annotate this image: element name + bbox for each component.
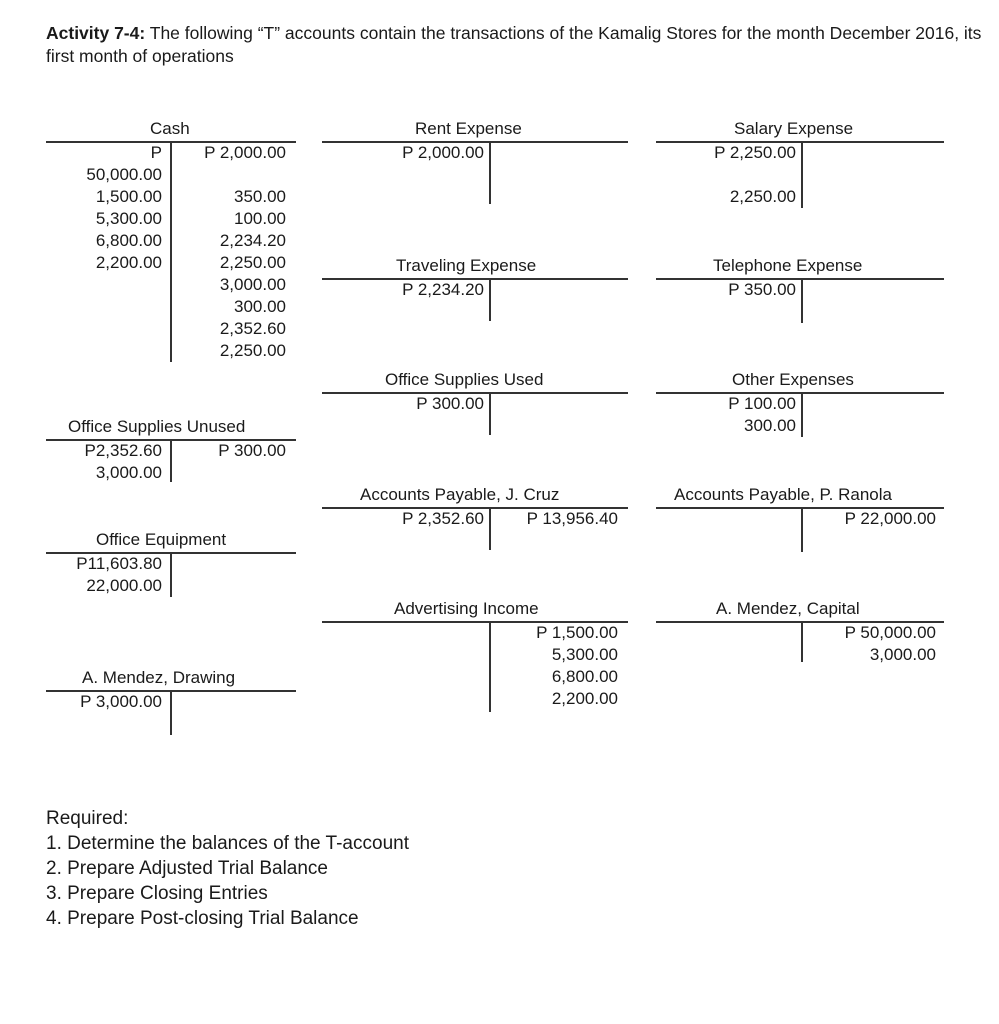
credit-entry: 3,000.00: [219, 275, 286, 294]
debit-column: [402, 142, 484, 164]
debit-column: [402, 279, 484, 301]
required-item: 2. Prepare Adjusted Trial Balance: [46, 858, 329, 879]
t-account-mendez-drawing: [46, 667, 296, 737]
account-divider: [489, 508, 491, 550]
t-account-other-expenses: [656, 369, 944, 439]
debit-entry: P 2,234.20: [402, 280, 484, 299]
debit-column: [84, 440, 162, 484]
t-account-advertising-income: [322, 598, 628, 716]
account-title: Accounts Payable, P. Ranola: [674, 485, 892, 504]
account-title: Salary Expense: [734, 119, 854, 138]
account-divider: [801, 142, 803, 208]
account-divider: [170, 440, 172, 482]
credit-entry: 100.00: [234, 209, 286, 228]
debit-entry: 300.00: [744, 416, 796, 435]
debit-entry: P 2,352.60: [402, 509, 484, 528]
credit-column: [536, 622, 618, 710]
credit-column: [218, 440, 286, 462]
debit-entry: 22,000.00: [86, 576, 162, 595]
t-account-salary-expense: [656, 118, 944, 208]
t-account-ap-j-cruz: [322, 484, 628, 554]
debit-entry: P 100.00: [728, 394, 796, 413]
debit-column: [76, 553, 162, 597]
debit-column: [80, 691, 162, 713]
account-divider: [170, 142, 172, 362]
t-account-cash: [46, 118, 296, 368]
debit-column: [86, 142, 162, 274]
t-account-traveling-expense: [322, 255, 628, 325]
credit-entry: 3,000.00: [869, 645, 936, 664]
credit-entry: P 2,000.00: [204, 143, 286, 162]
debit-entry: 5,300.00: [95, 209, 162, 228]
credit-column: [527, 508, 618, 530]
t-account-ap-p-ranola: [656, 484, 944, 554]
debit-entry: 50,000.00: [86, 165, 162, 184]
debit-entry: P 350.00: [728, 280, 796, 299]
debit-column: [728, 393, 796, 437]
t-account-office-equipment: [46, 529, 296, 604]
debit-entry: P: [150, 143, 162, 162]
activity-text: The following “T” accounts contain the transactions of the Kamalig Stores for the month December 2016, its first month of operations: [46, 23, 982, 66]
account-divider: [489, 279, 491, 321]
debit-column: [402, 508, 484, 530]
debit-entry: P2,352.60: [84, 441, 162, 460]
credit-entry: 5,300.00: [551, 645, 618, 664]
debit-entry: P11,603.80: [76, 554, 162, 573]
account-divider: [801, 622, 803, 662]
account-rule: [656, 392, 944, 394]
account-divider: [170, 691, 172, 735]
debit-entry: 3,000.00: [95, 463, 162, 482]
t-account-office-supplies-unused: [46, 416, 296, 486]
account-title: Office Supplies Used: [385, 370, 544, 389]
credit-entry: 350.00: [234, 187, 286, 206]
debit-column: [416, 393, 484, 415]
account-title: Advertising Income: [394, 599, 539, 618]
required-section: [46, 806, 409, 931]
account-divider: [801, 508, 803, 552]
required-item: 1. Determine the balances of the T-account: [46, 833, 409, 854]
account-divider: [489, 393, 491, 435]
credit-entry: 2,250.00: [219, 253, 286, 272]
debit-entry: 2,200.00: [95, 253, 162, 272]
credit-entry: P 22,000.00: [844, 509, 936, 528]
required-item: 4. Prepare Post-closing Trial Balance: [46, 908, 359, 929]
account-divider: [170, 553, 172, 597]
debit-entry: P 2,250.00: [714, 143, 796, 162]
account-title: Office Equipment: [96, 530, 227, 549]
debit-entry: P 300.00: [416, 394, 484, 413]
activity-instructions: [46, 22, 986, 68]
account-divider: [489, 622, 491, 712]
account-title: Telephone Expense: [713, 256, 863, 275]
account-divider: [489, 142, 491, 204]
credit-entry: 2,200.00: [551, 689, 618, 708]
credit-entry: P 50,000.00: [844, 623, 936, 642]
credit-column: [845, 508, 936, 530]
t-account-rent-expense: [322, 118, 628, 208]
account-title: Office Supplies Unused: [68, 417, 246, 436]
debit-entry: P 2,000.00: [402, 143, 484, 162]
account-title: Rent Expense: [415, 119, 522, 138]
debit-entry: 2,250.00: [729, 187, 796, 206]
debit-entry: P 3,000.00: [80, 692, 162, 711]
credit-entry: P 13,956.40: [526, 509, 618, 528]
credit-entry: 6,800.00: [551, 667, 618, 686]
t-account-telephone-expense: [656, 255, 944, 325]
credit-entry: 2,352.60: [219, 319, 286, 338]
account-title: Cash: [150, 119, 190, 138]
debit-entry: 1,500.00: [95, 187, 162, 206]
debit-column: [714, 142, 796, 208]
credit-entry: 300.00: [234, 297, 286, 316]
account-rule: [656, 141, 944, 143]
account-divider: [801, 393, 803, 437]
t-account-mendez-capital: [656, 598, 944, 668]
credit-entry: 2,234.20: [219, 231, 286, 250]
credit-column: [845, 622, 936, 666]
account-title: A. Mendez, Drawing: [82, 668, 236, 687]
required-item: 3. Prepare Closing Entries: [46, 883, 268, 904]
credit-entry: 2,250.00: [219, 341, 286, 360]
required-heading: Required:: [46, 808, 129, 829]
account-title: A. Mendez, Capital: [716, 599, 860, 618]
credit-column: [204, 142, 286, 362]
account-title: Traveling Expense: [396, 256, 537, 275]
account-rule: [656, 278, 944, 280]
account-divider: [801, 279, 803, 323]
activity-label: Activity 7-4:: [46, 23, 146, 43]
account-title: Accounts Payable, J. Cruz: [360, 485, 560, 504]
t-account-office-supplies-used: [322, 369, 628, 439]
debit-entry: 6,800.00: [95, 231, 162, 250]
required-list: [46, 831, 409, 931]
account-title: Other Expenses: [732, 370, 854, 389]
debit-column: [728, 279, 796, 301]
credit-entry: P 1,500.00: [536, 623, 618, 642]
credit-entry: P 300.00: [218, 441, 286, 460]
